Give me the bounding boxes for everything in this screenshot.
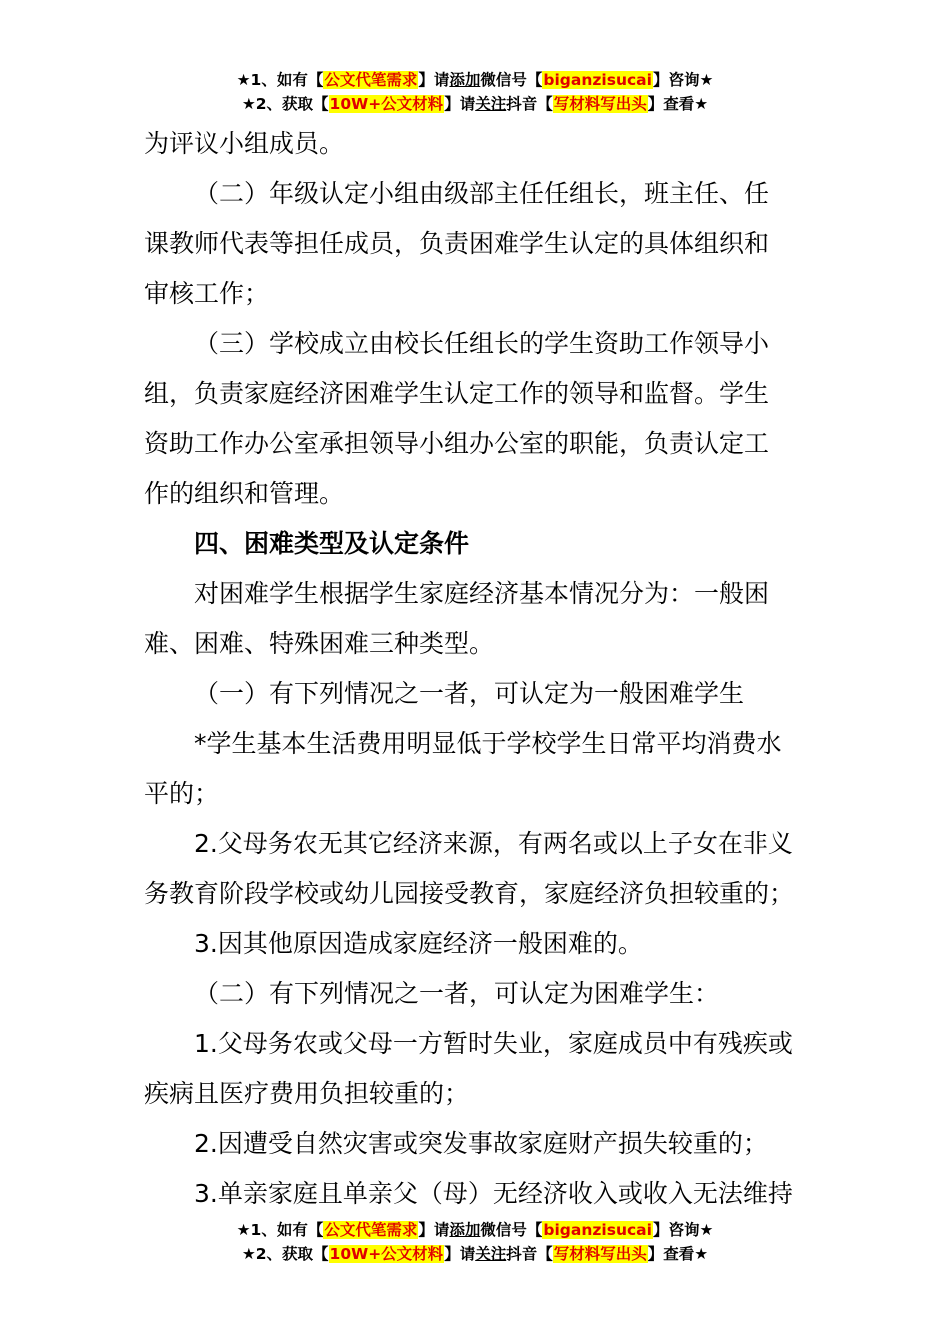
highlight-text: 公文代笔需求 — [324, 1221, 418, 1239]
banner-line-1 — [0, 1218, 950, 1242]
text-line: *学生基本生活费用明显低于学校学生日常平均消费水 — [194, 729, 782, 758]
text-line: 课教师代表等担任成员，负责困难学生认定的具体组织和 — [144, 229, 770, 258]
text-line: （三）学校成立由校长任组长的学生资助工作领导小 — [194, 329, 770, 358]
banner-text: 微信号【 — [480, 1221, 543, 1239]
text-line: （二）年级认定小组由级部主任任组长，班主任、任 — [194, 179, 770, 208]
banner-text: 】咨询★ — [652, 71, 714, 89]
banner-text: 】请 — [418, 1221, 450, 1239]
text-line: 务教育阶段学校或幼儿园接受教育，家庭经济负担较重的； — [144, 879, 795, 908]
text-line: 难、困难、特殊困难三种类型。 — [144, 629, 495, 658]
footer-banner — [0, 1218, 950, 1266]
text-line: 3.单亲家庭且单亲父（母）无经济收入或收入无法维持 — [194, 1179, 793, 1208]
text-line: 审核工作； — [144, 279, 270, 308]
highlight-text: 写材料写出头 — [553, 1245, 647, 1263]
highlight-text: 公文代笔需求 — [324, 71, 418, 89]
banner-text: 】查看★ — [647, 1245, 709, 1263]
highlight-text: biganzisucai — [543, 71, 652, 89]
banner-text: 抖音【 — [506, 95, 553, 113]
text-line: 1.父母务农或父母一方暂时失业，家庭成员中有残疾或 — [194, 1029, 793, 1058]
text-line: 对困难学生根据学生家庭经济基本情况分为：一般困 — [194, 579, 770, 608]
highlight-text: 写材料写出头 — [553, 95, 647, 113]
banner-text: 抖音【 — [506, 1245, 553, 1263]
banner-text: 】请 — [444, 1245, 476, 1263]
text-line: 2.因遭受自然灾害或突发事故家庭财产损失较重的； — [194, 1129, 768, 1158]
banner-text: ★1、如有【 — [236, 71, 324, 89]
text-line: 3.因其他原因造成家庭经济一般困难的。 — [194, 929, 643, 958]
section-heading: 四、困难类型及认定条件 — [194, 529, 470, 558]
text-line: 疾病且医疗费用负担较重的； — [144, 1079, 470, 1108]
header-banner — [0, 68, 950, 116]
banner-line-2 — [0, 1242, 950, 1266]
underlined-text: 添加 — [449, 71, 481, 89]
banner-text: 】请 — [444, 95, 476, 113]
banner-text: 】咨询★ — [652, 1221, 714, 1239]
text-line: 2.父母务农无其它经济来源，有两名或以上子女在非义 — [194, 829, 793, 858]
text-line: （一）有下列情况之一者，可认定为一般困难学生 — [194, 679, 745, 708]
banner-text: ★2、获取【 — [241, 1245, 329, 1263]
banner-text: 】请 — [418, 71, 450, 89]
banner-text: ★1、如有【 — [236, 1221, 324, 1239]
underlined-text: 关注 — [475, 1245, 507, 1263]
banner-text: 】查看★ — [647, 95, 709, 113]
banner-text: 微信号【 — [480, 71, 543, 89]
text-line: 组，负责家庭经济困难学生认定工作的领导和监督。学生 — [144, 379, 770, 408]
text-line: 资助工作办公室承担领导小组办公室的职能，负责认定工 — [144, 429, 770, 458]
banner-line-1 — [0, 68, 950, 92]
banner-text: ★2、获取【 — [241, 95, 329, 113]
banner-line-2 — [0, 92, 950, 116]
text-line: （二）有下列情况之一者，可认定为困难学生： — [194, 979, 720, 1008]
highlight-text: 10W+公文材料 — [329, 1245, 444, 1263]
underlined-text: 添加 — [449, 1221, 481, 1239]
underlined-text: 关注 — [475, 95, 507, 113]
text-line: 作的组织和管理。 — [144, 479, 345, 508]
text-line: 为评议小组成员。 — [144, 129, 345, 158]
highlight-text: biganzisucai — [543, 1221, 652, 1239]
text-line: 平的； — [144, 779, 220, 808]
highlight-text: 10W+公文材料 — [329, 95, 444, 113]
